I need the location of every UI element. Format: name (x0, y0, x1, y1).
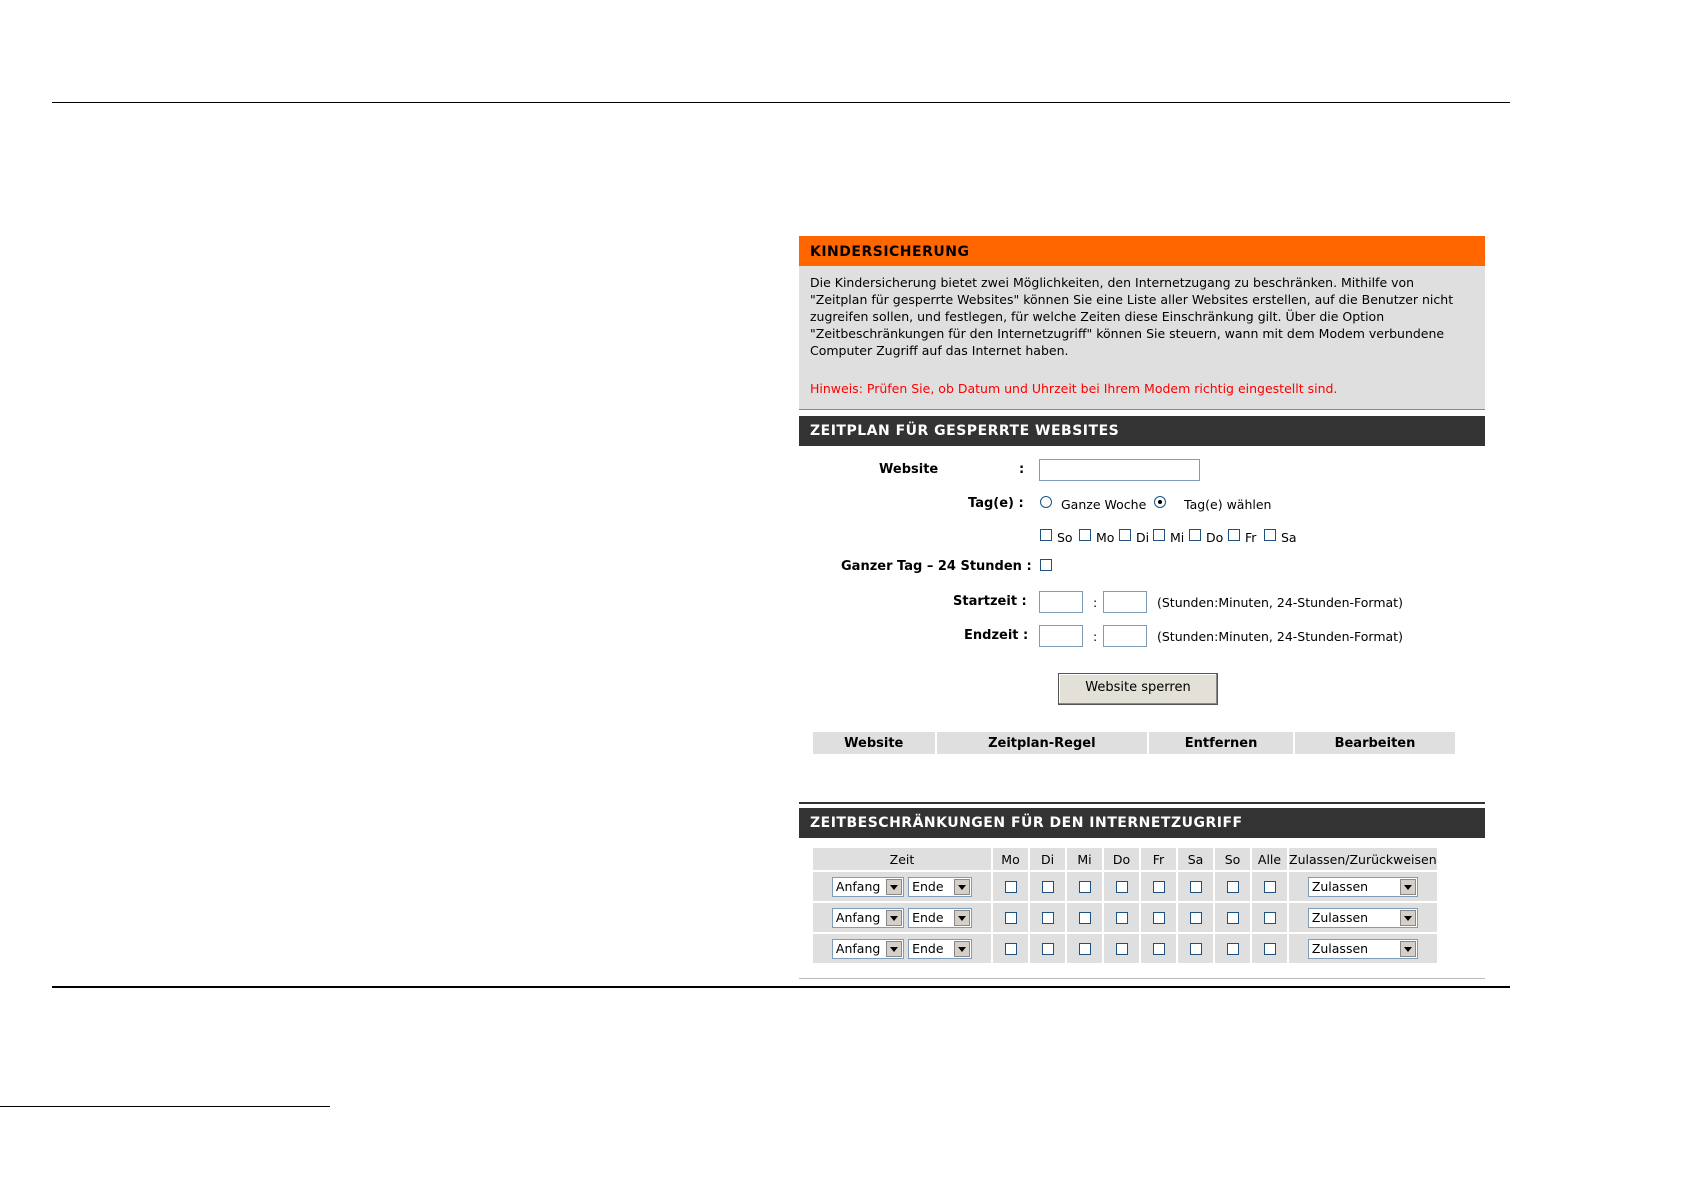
all-day-checkbox[interactable] (1040, 559, 1052, 571)
hint-text: Hinweis: Prüfen Sie, ob Datum und Uhrzeit bei Ihrem Modem richtig eingestellt sind. (810, 381, 1338, 396)
table-row (813, 934, 1437, 963)
so-checkbox[interactable] (1227, 943, 1239, 955)
start-select[interactable] (832, 939, 904, 959)
end-select-value: Ende (912, 909, 944, 925)
action-select[interactable] (1308, 908, 1418, 928)
day-checkbox-mi[interactable] (1153, 529, 1165, 541)
block-website-button[interactable]: Website sperren (1058, 673, 1218, 705)
day-label-di: Di (1136, 530, 1150, 545)
chevron-down-icon (1400, 910, 1416, 926)
start-time-hint: (Stunden:Minuten, 24-Stunden-Format) (1157, 595, 1403, 610)
mo-checkbox[interactable] (1005, 912, 1017, 924)
col-all: Alle (1252, 848, 1287, 870)
chevron-down-icon (954, 941, 970, 957)
action-cell (1289, 872, 1437, 901)
end-select[interactable] (908, 908, 972, 928)
access-time-section (799, 838, 1485, 979)
top-divider (52, 102, 1510, 103)
fr-checkbox[interactable] (1153, 881, 1165, 893)
whole-week-radio[interactable] (1040, 496, 1052, 508)
end-select[interactable] (908, 939, 972, 959)
days-label: Tag(e) : (968, 496, 1024, 511)
col-edit: Bearbeiten (1295, 732, 1455, 754)
all-day-label: Ganzer Tag – 24 Stunden : (841, 559, 1032, 574)
chevron-down-icon (886, 941, 902, 957)
chevron-down-icon (886, 910, 902, 926)
website-input[interactable] (1039, 459, 1200, 481)
start-minute-input[interactable] (1103, 591, 1147, 613)
block-schedule-title: ZEITPLAN FÜR GESPERRTE WEBSITES (799, 416, 1485, 446)
whole-week-label: Ganze Woche (1061, 497, 1147, 512)
mo-checkbox[interactable] (1005, 881, 1017, 893)
start-time-separator: : (1093, 595, 1098, 610)
block-schedule-form (799, 446, 1485, 826)
end-hour-input[interactable] (1039, 625, 1083, 647)
col-schedule-rule: Zeitplan-Regel (937, 732, 1148, 754)
all-checkbox[interactable] (1264, 912, 1276, 924)
start-select[interactable] (832, 908, 904, 928)
day-label-so: So (1057, 530, 1073, 545)
di-checkbox[interactable] (1042, 912, 1054, 924)
col-website: Website (813, 732, 935, 754)
chevron-down-icon (886, 879, 902, 895)
day-label-sa: Sa (1281, 530, 1297, 545)
sa-checkbox[interactable] (1190, 943, 1202, 955)
all-checkbox[interactable] (1264, 881, 1276, 893)
start-select-value: Anfang (835, 909, 881, 925)
website-label: Website (879, 462, 939, 477)
action-select[interactable] (1308, 877, 1418, 897)
website-colon: : (1019, 462, 1025, 477)
col-allow-deny: Zulassen/Zurückweisen (1289, 848, 1437, 870)
fr-checkbox[interactable] (1153, 943, 1165, 955)
chevron-down-icon (1400, 941, 1416, 957)
start-select[interactable] (832, 877, 904, 897)
do-checkbox[interactable] (1116, 943, 1128, 955)
action-select-value: Zulassen (1311, 940, 1369, 956)
col-di: Di (1030, 848, 1065, 870)
mi-checkbox[interactable] (1079, 912, 1091, 924)
mo-checkbox[interactable] (1005, 943, 1017, 955)
end-time-separator: : (1093, 629, 1098, 644)
end-select-value: Ende (912, 940, 944, 956)
parental-control-panel (799, 236, 1485, 979)
action-select-value: Zulassen (1311, 909, 1369, 925)
day-label-fr: Fr (1245, 530, 1257, 545)
end-select[interactable] (908, 877, 972, 897)
action-select-value: Zulassen (1311, 878, 1369, 894)
di-checkbox[interactable] (1042, 943, 1054, 955)
select-days-radio[interactable] (1154, 496, 1166, 508)
end-time-hint: (Stunden:Minuten, 24-Stunden-Format) (1157, 629, 1403, 644)
sa-checkbox[interactable] (1190, 912, 1202, 924)
day-checkbox-fr[interactable] (1228, 529, 1240, 541)
select-days-label: Tag(e) wählen (1184, 497, 1272, 512)
action-cell (1289, 934, 1437, 963)
mi-checkbox[interactable] (1079, 943, 1091, 955)
action-cell (1289, 903, 1437, 932)
bottom-divider (52, 986, 1510, 988)
so-checkbox[interactable] (1227, 912, 1239, 924)
blocked-sites-table (811, 730, 1457, 756)
all-checkbox[interactable] (1264, 943, 1276, 955)
fr-checkbox[interactable] (1153, 912, 1165, 924)
start-select-value: Anfang (835, 940, 881, 956)
col-time: Zeit (813, 848, 991, 870)
time-cell (813, 903, 991, 932)
end-time-label: Endzeit : (964, 628, 1029, 643)
col-do: Do (1104, 848, 1139, 870)
col-mi: Mi (1067, 848, 1102, 870)
access-time-table (811, 846, 1439, 965)
so-checkbox[interactable] (1227, 881, 1239, 893)
mi-checkbox[interactable] (1079, 881, 1091, 893)
day-checkbox-so[interactable] (1040, 529, 1052, 541)
start-hour-input[interactable] (1039, 591, 1083, 613)
end-select-value: Ende (912, 878, 944, 894)
col-mo: Mo (993, 848, 1028, 870)
parental-control-title: KINDERSICHERUNG (799, 236, 1485, 266)
access-time-title: ZEITBESCHRÄNKUNGEN FÜR DEN INTERNETZUGRIFF (799, 808, 1485, 838)
action-select[interactable] (1308, 939, 1418, 959)
start-select-value: Anfang (835, 878, 881, 894)
table-row (813, 903, 1437, 932)
intro-text: Die Kindersicherung bietet zwei Möglichkeiten, den Internetzugang zu beschränken. Mithilfe von "Zeitplan für gesperrte Websites" können Sie eine Liste aller Websites erstellen, auf die Benutzer nicht zugreifen sollen, und festlegen, für welche Zeiten diese Einschränkung gilt. Über die Option "Zeitbeschränkungen für den Internetzugriff" können Sie steuern, wann mit dem Modem verbundene Computer Zugriff auf das Internet haben. (810, 275, 1454, 358)
sa-checkbox[interactable] (1190, 881, 1202, 893)
di-checkbox[interactable] (1042, 881, 1054, 893)
day-checkbox-di[interactable] (1119, 529, 1131, 541)
footer-line (0, 1106, 330, 1107)
col-remove: Entfernen (1149, 732, 1293, 754)
do-checkbox[interactable] (1116, 912, 1128, 924)
col-fr: Fr (1141, 848, 1176, 870)
chevron-down-icon (954, 910, 970, 926)
table-row (813, 872, 1437, 901)
start-time-label: Startzeit : (953, 594, 1027, 609)
day-label-do: Do (1206, 530, 1224, 545)
day-checkbox-mo[interactable] (1079, 529, 1091, 541)
day-label-mo: Mo (1096, 530, 1115, 545)
chevron-down-icon (1400, 879, 1416, 895)
col-so: So (1215, 848, 1250, 870)
col-sa: Sa (1178, 848, 1213, 870)
time-cell (813, 872, 991, 901)
intro-box (799, 266, 1485, 410)
day-checkbox-sa[interactable] (1264, 529, 1276, 541)
day-checkbox-do[interactable] (1189, 529, 1201, 541)
chevron-down-icon (954, 879, 970, 895)
do-checkbox[interactable] (1116, 881, 1128, 893)
day-label-mi: Mi (1170, 530, 1185, 545)
end-minute-input[interactable] (1103, 625, 1147, 647)
section-divider (799, 802, 1485, 804)
time-cell (813, 934, 991, 963)
